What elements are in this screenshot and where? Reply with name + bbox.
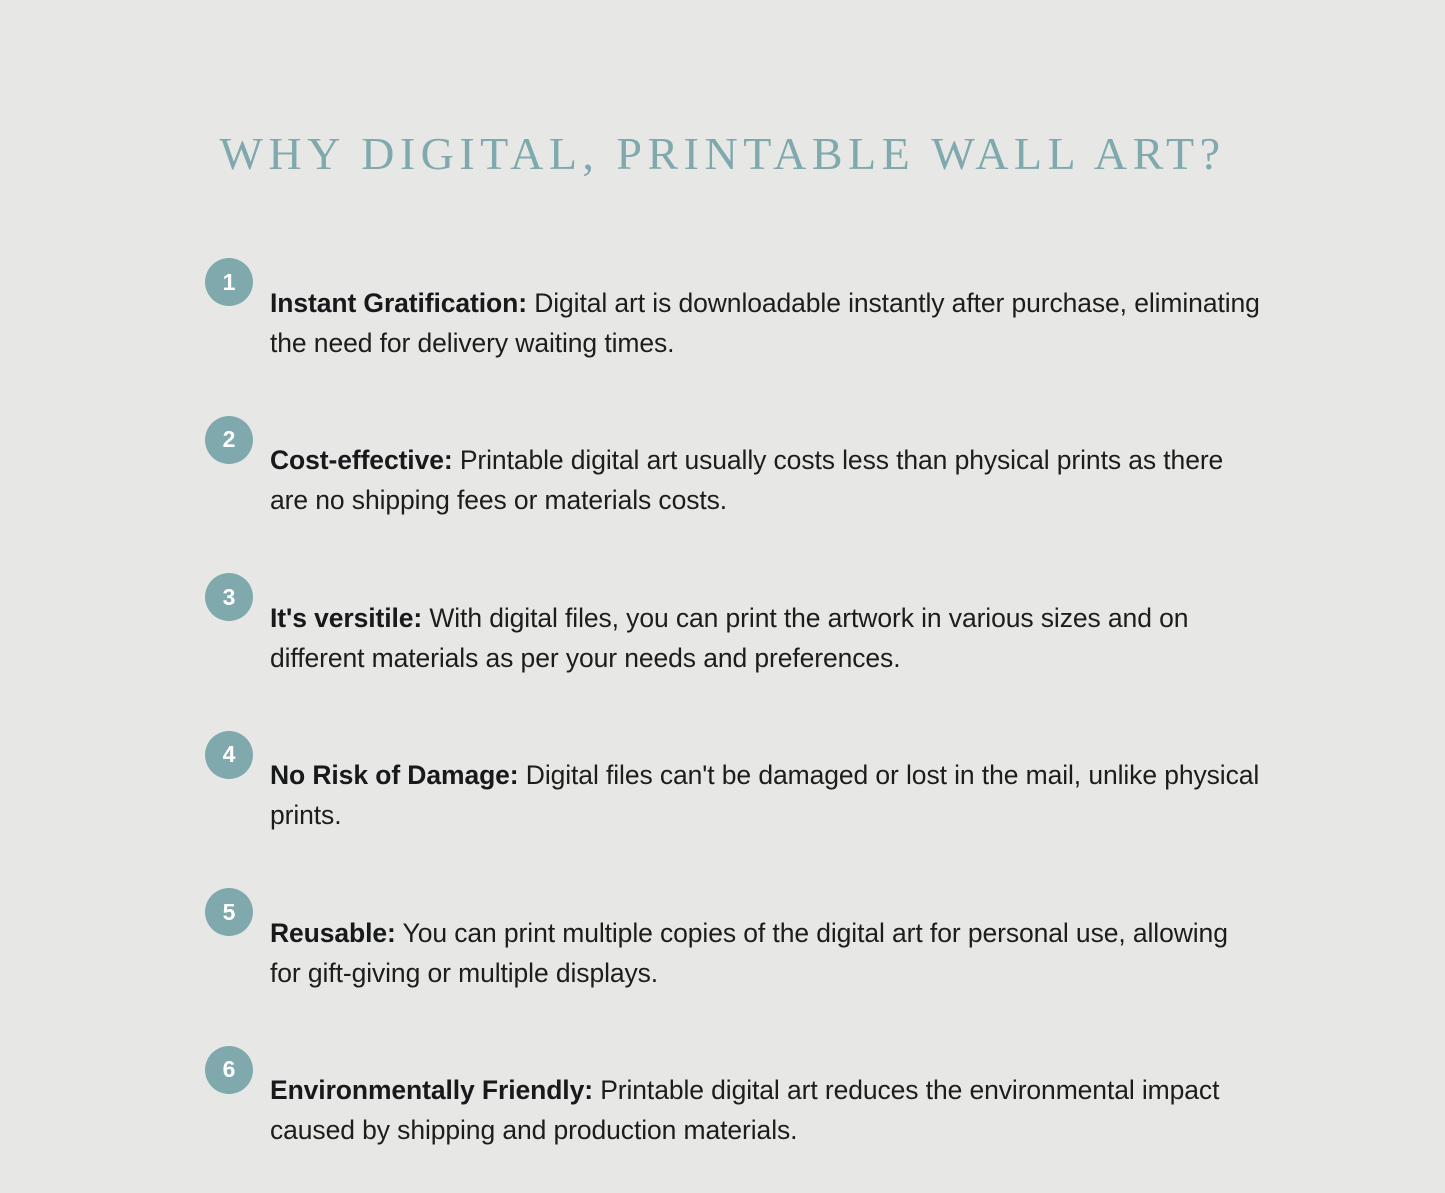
list-item-heading: Reusable: (270, 917, 396, 948)
benefits-list (205, 248, 1265, 1193)
list-item (205, 878, 1265, 1020)
list-item-text (270, 905, 1265, 994)
list-item-body: Printable digital art usually costs less than physical prints as there are no shipping fees or materials costs. (270, 445, 1224, 516)
list-item-heading: No Risk of Damage: (270, 760, 519, 791)
list-item-body: Printable digital art reduces the environmental impact caused by shipping and production materials. (270, 1075, 1220, 1146)
list-item-body: Digital art is downloadable instantly after purchase, eliminating the need for delivery waiting times. (270, 287, 1260, 358)
list-item-body: Digital files can't be damaged or lost in the mail, unlike physical prints. (270, 760, 1260, 831)
list-item-number-badge: 1 (205, 258, 253, 306)
list-item-text (270, 1062, 1265, 1151)
list-item (205, 248, 1265, 390)
list-item-body: With digital files, you can print the artwork in various sizes and on different materials as per your needs and preferences. (270, 602, 1189, 673)
list-item-heading: Environmentally Friendly: (270, 1075, 593, 1106)
page-title: WHY DIGITAL, PRINTABLE WALL ART? (219, 128, 1226, 179)
list-item-heading: Cost-effective: (270, 445, 453, 476)
list-item (205, 406, 1265, 548)
list-item-number-badge: 3 (205, 573, 253, 621)
list-item-text (270, 275, 1265, 364)
list-item (205, 563, 1265, 705)
list-item (205, 1036, 1265, 1178)
list-item (205, 721, 1265, 863)
list-item-text (270, 590, 1265, 679)
list-item-number-badge: 5 (205, 888, 253, 936)
list-item-heading: Instant Gratification: (270, 287, 527, 318)
list-item-text (270, 432, 1265, 521)
list-item-heading: It's versitile: (270, 602, 423, 633)
list-item-number-badge: 2 (205, 416, 253, 464)
list-item-number-badge: 6 (205, 1046, 253, 1094)
list-item-text (270, 747, 1265, 836)
list-item-number-badge: 4 (205, 731, 253, 779)
list-item-body: You can print multiple copies of the digital art for personal use, allowing for gift-giving or multiple displays. (270, 917, 1228, 988)
